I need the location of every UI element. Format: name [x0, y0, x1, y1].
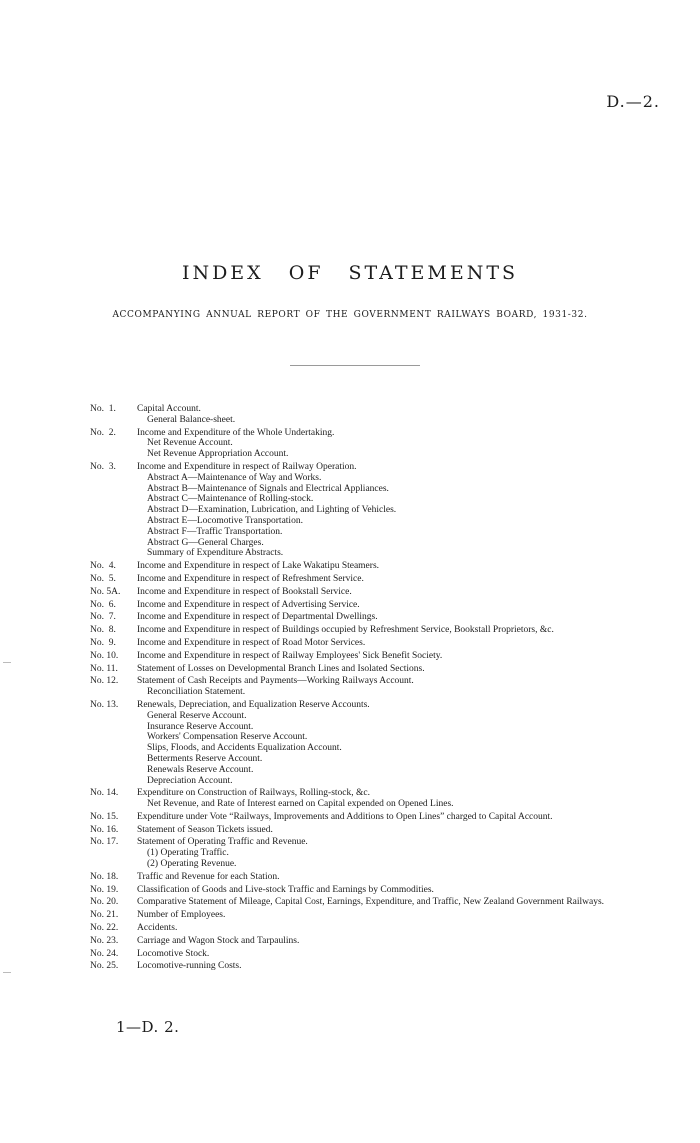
entry-subitem: Renewals Reserve Account.	[147, 764, 254, 775]
entry-body	[137, 428, 630, 460]
index-entry	[90, 897, 630, 908]
index-entry	[90, 651, 630, 662]
index-entry	[90, 837, 630, 869]
entry-title: Income and Expenditure in respect of Buildings occupied by Refreshment Service, Bookstall Proprietors, &c.	[137, 625, 554, 636]
index-entry	[90, 676, 630, 698]
entry-subitem: Abstract G—General Charges.	[147, 537, 264, 548]
index-entry	[90, 638, 630, 649]
entry-number: No. 11.	[90, 663, 118, 674]
entry-subitem: Abstract C—Maintenance of Rolling-stock.	[147, 494, 314, 505]
entry-body	[137, 872, 630, 883]
entry-number: No. 24.	[90, 948, 119, 959]
index-entry	[90, 574, 630, 585]
entry-subitem: Net Revenue Appropriation Account.	[147, 449, 289, 460]
entry-body	[137, 404, 630, 426]
entry-number: No. 16.	[90, 824, 119, 835]
entry-number: No. 9.	[90, 637, 116, 648]
index-entry	[90, 910, 630, 921]
entry-body	[137, 949, 630, 960]
entry-number: No. 25.	[90, 961, 119, 972]
index-entry	[90, 923, 630, 934]
index-entry	[90, 825, 630, 836]
entry-body	[137, 837, 630, 869]
entry-subitem: Abstract E—Locomotive Transportation.	[147, 515, 303, 526]
entry-title: Locomotive Stock.	[137, 948, 210, 959]
entry-subitem: Betterments Reserve Account.	[147, 753, 263, 764]
index-entry	[90, 404, 630, 426]
entry-number: No. 23.	[90, 935, 119, 946]
entry-number: No. 5.	[90, 573, 116, 584]
entry-number: No. 2.	[90, 427, 116, 438]
entry-number: No. 7.	[90, 612, 116, 623]
entry-title: Locomotive-running Costs.	[137, 961, 242, 972]
entry-title: Income and Expenditure in respect of Railway Operation.	[137, 461, 357, 472]
entry-body	[137, 910, 630, 921]
entry-subitem: Abstract D—Examination, Lubrication, and Lighting of Vehicles.	[147, 505, 397, 516]
entry-body	[137, 825, 630, 836]
entry-title: Carriage and Wagon Stock and Tarpaulins.	[137, 935, 300, 946]
entry-body	[137, 587, 630, 598]
entry-subitem: (1) Operating Traffic.	[147, 848, 229, 859]
entry-body	[137, 625, 630, 636]
entry-title: Traffic and Revenue for each Station.	[137, 871, 280, 882]
entry-number: No. 6.	[90, 599, 116, 610]
index-entry	[90, 587, 630, 598]
index-entry	[90, 936, 630, 947]
page-reference: D.—2.	[606, 92, 660, 111]
entry-body	[137, 600, 630, 611]
sheet-signature: 1—D. 2.	[116, 1018, 180, 1036]
entry-subitem: Abstract A—Maintenance of Way and Works.	[147, 472, 322, 483]
entry-body	[137, 936, 630, 947]
entry-title: Income and Expenditure in respect of Departmental Dwellings.	[137, 612, 378, 623]
entry-number: No. 19.	[90, 884, 119, 895]
entry-number: No. 14.	[90, 788, 119, 799]
page-title: INDEX OF STATEMENTS	[181, 262, 519, 284]
entry-title: Accidents.	[137, 923, 178, 934]
index-entry	[90, 961, 630, 972]
margin-mark	[3, 662, 11, 663]
entry-body	[137, 700, 630, 786]
entry-title: Statement of Operating Traffic and Revenue.	[137, 837, 308, 848]
margin-mark	[3, 972, 11, 973]
entry-number: No. 1.	[90, 404, 116, 414]
entry-number: No. 8.	[90, 625, 116, 636]
entry-title: Classification of Goods and Live-stock Traffic and Earnings by Commodities.	[137, 884, 434, 895]
entry-subitem: Net Revenue, and Rate of Interest earned on Capital expended on Opened Lines.	[147, 799, 454, 810]
page-subtitle: ACCOMPANYING ANNUAL REPORT OF THE GOVERNMENT RAILWAYS BOARD, 1931-32.	[112, 310, 588, 320]
entry-body	[137, 961, 630, 972]
entry-subitem: General Reserve Account.	[147, 710, 247, 721]
entry-number: No. 21.	[90, 910, 119, 921]
index-entry	[90, 949, 630, 960]
entry-number: No. 5A.	[90, 586, 121, 597]
entry-subitem: General Balance-sheet.	[147, 414, 236, 425]
entry-subitem: Abstract F—Traffic Transportation.	[147, 526, 283, 537]
statement-index-list	[90, 404, 630, 974]
entry-body	[137, 923, 630, 934]
index-entry	[90, 600, 630, 611]
entry-body	[137, 574, 630, 585]
entry-title: Income and Expenditure of the Whole Undertaking.	[137, 427, 335, 438]
entry-title: Number of Employees.	[137, 910, 226, 921]
entry-title: Statement of Cash Receipts and Payments—Working Railways Account.	[137, 676, 414, 687]
entry-number: No. 13.	[90, 699, 119, 710]
entry-title: Income and Expenditure in respect of Road Motor Services.	[137, 637, 366, 648]
entry-title: Income and Expenditure in respect of Bookstall Service.	[137, 586, 352, 597]
entry-body	[137, 897, 630, 908]
entry-body	[137, 638, 630, 649]
entry-title: Renewals, Depreciation, and Equalization Reserve Accounts.	[137, 699, 370, 710]
entry-subitem: Abstract B—Maintenance of Signals and Electrical Appliances.	[147, 483, 389, 494]
entry-subitem: Insurance Reserve Account.	[147, 721, 254, 732]
entry-subitem: (2) Operating Revenue.	[147, 859, 237, 870]
entry-title: Income and Expenditure in respect of Refreshment Service.	[137, 573, 364, 584]
entry-title: Income and Expenditure in respect of Railway Employees' Sick Benefit Society.	[137, 650, 443, 661]
entry-number: No. 4.	[90, 561, 116, 572]
entry-title: Expenditure on Construction of Railways, Rolling-stock, &c.	[137, 788, 370, 799]
entry-body	[137, 664, 630, 675]
entry-number: No. 18.	[90, 871, 119, 882]
entry-body	[137, 561, 630, 572]
entry-body	[137, 651, 630, 662]
entry-body	[137, 462, 630, 559]
entry-title: Statement of Losses on Developmental Branch Lines and Isolated Sections.	[137, 663, 425, 674]
entry-title: Expenditure under Vote “Railways, Improvements and Additions to Open Lines” charged to Capital Account.	[137, 811, 553, 822]
entry-subitem: Net Revenue Account.	[147, 438, 233, 449]
entry-subitem: Reconciliation Statement.	[147, 687, 246, 698]
entry-title: Capital Account.	[137, 404, 201, 414]
index-entry	[90, 788, 630, 810]
divider-rule	[290, 365, 420, 366]
index-entry	[90, 664, 630, 675]
entry-subitem: Summary of Expenditure Abstracts.	[147, 548, 284, 559]
index-entry	[90, 885, 630, 896]
index-entry	[90, 625, 630, 636]
entry-subitem: Slips, Floods, and Accidents Equalization Account.	[147, 743, 342, 754]
entry-number: No. 20.	[90, 897, 119, 908]
entry-subitem: Depreciation Account.	[147, 775, 233, 786]
index-entry	[90, 462, 630, 559]
entry-number: No. 10.	[90, 650, 119, 661]
entry-body	[137, 812, 630, 823]
entry-subitem: Workers' Compensation Reserve Account.	[147, 732, 308, 743]
index-entry	[90, 700, 630, 786]
entry-number: No. 15.	[90, 811, 119, 822]
entry-title: Statement of Season Tickets issued.	[137, 824, 273, 835]
index-entry	[90, 612, 630, 623]
entry-number: No. 3.	[90, 461, 116, 472]
entry-body	[137, 788, 630, 810]
entry-body	[137, 676, 630, 698]
index-entry	[90, 872, 630, 883]
entry-title: Income and Expenditure in respect of Advertising Service.	[137, 599, 360, 610]
entry-number: No. 12.	[90, 676, 119, 687]
entry-title: Income and Expenditure in respect of Lake Wakatipu Steamers.	[137, 561, 380, 572]
index-entry	[90, 428, 630, 460]
index-entry	[90, 812, 630, 823]
index-entry	[90, 561, 630, 572]
entry-body	[137, 612, 630, 623]
entry-body	[137, 885, 630, 896]
entry-number: No. 17.	[90, 837, 119, 848]
entry-number: No. 22.	[90, 923, 119, 934]
entry-title: Comparative Statement of Mileage, Capital Cost, Earnings, Expenditure, and Traffic, New Zealand Government Railways.	[137, 897, 605, 908]
